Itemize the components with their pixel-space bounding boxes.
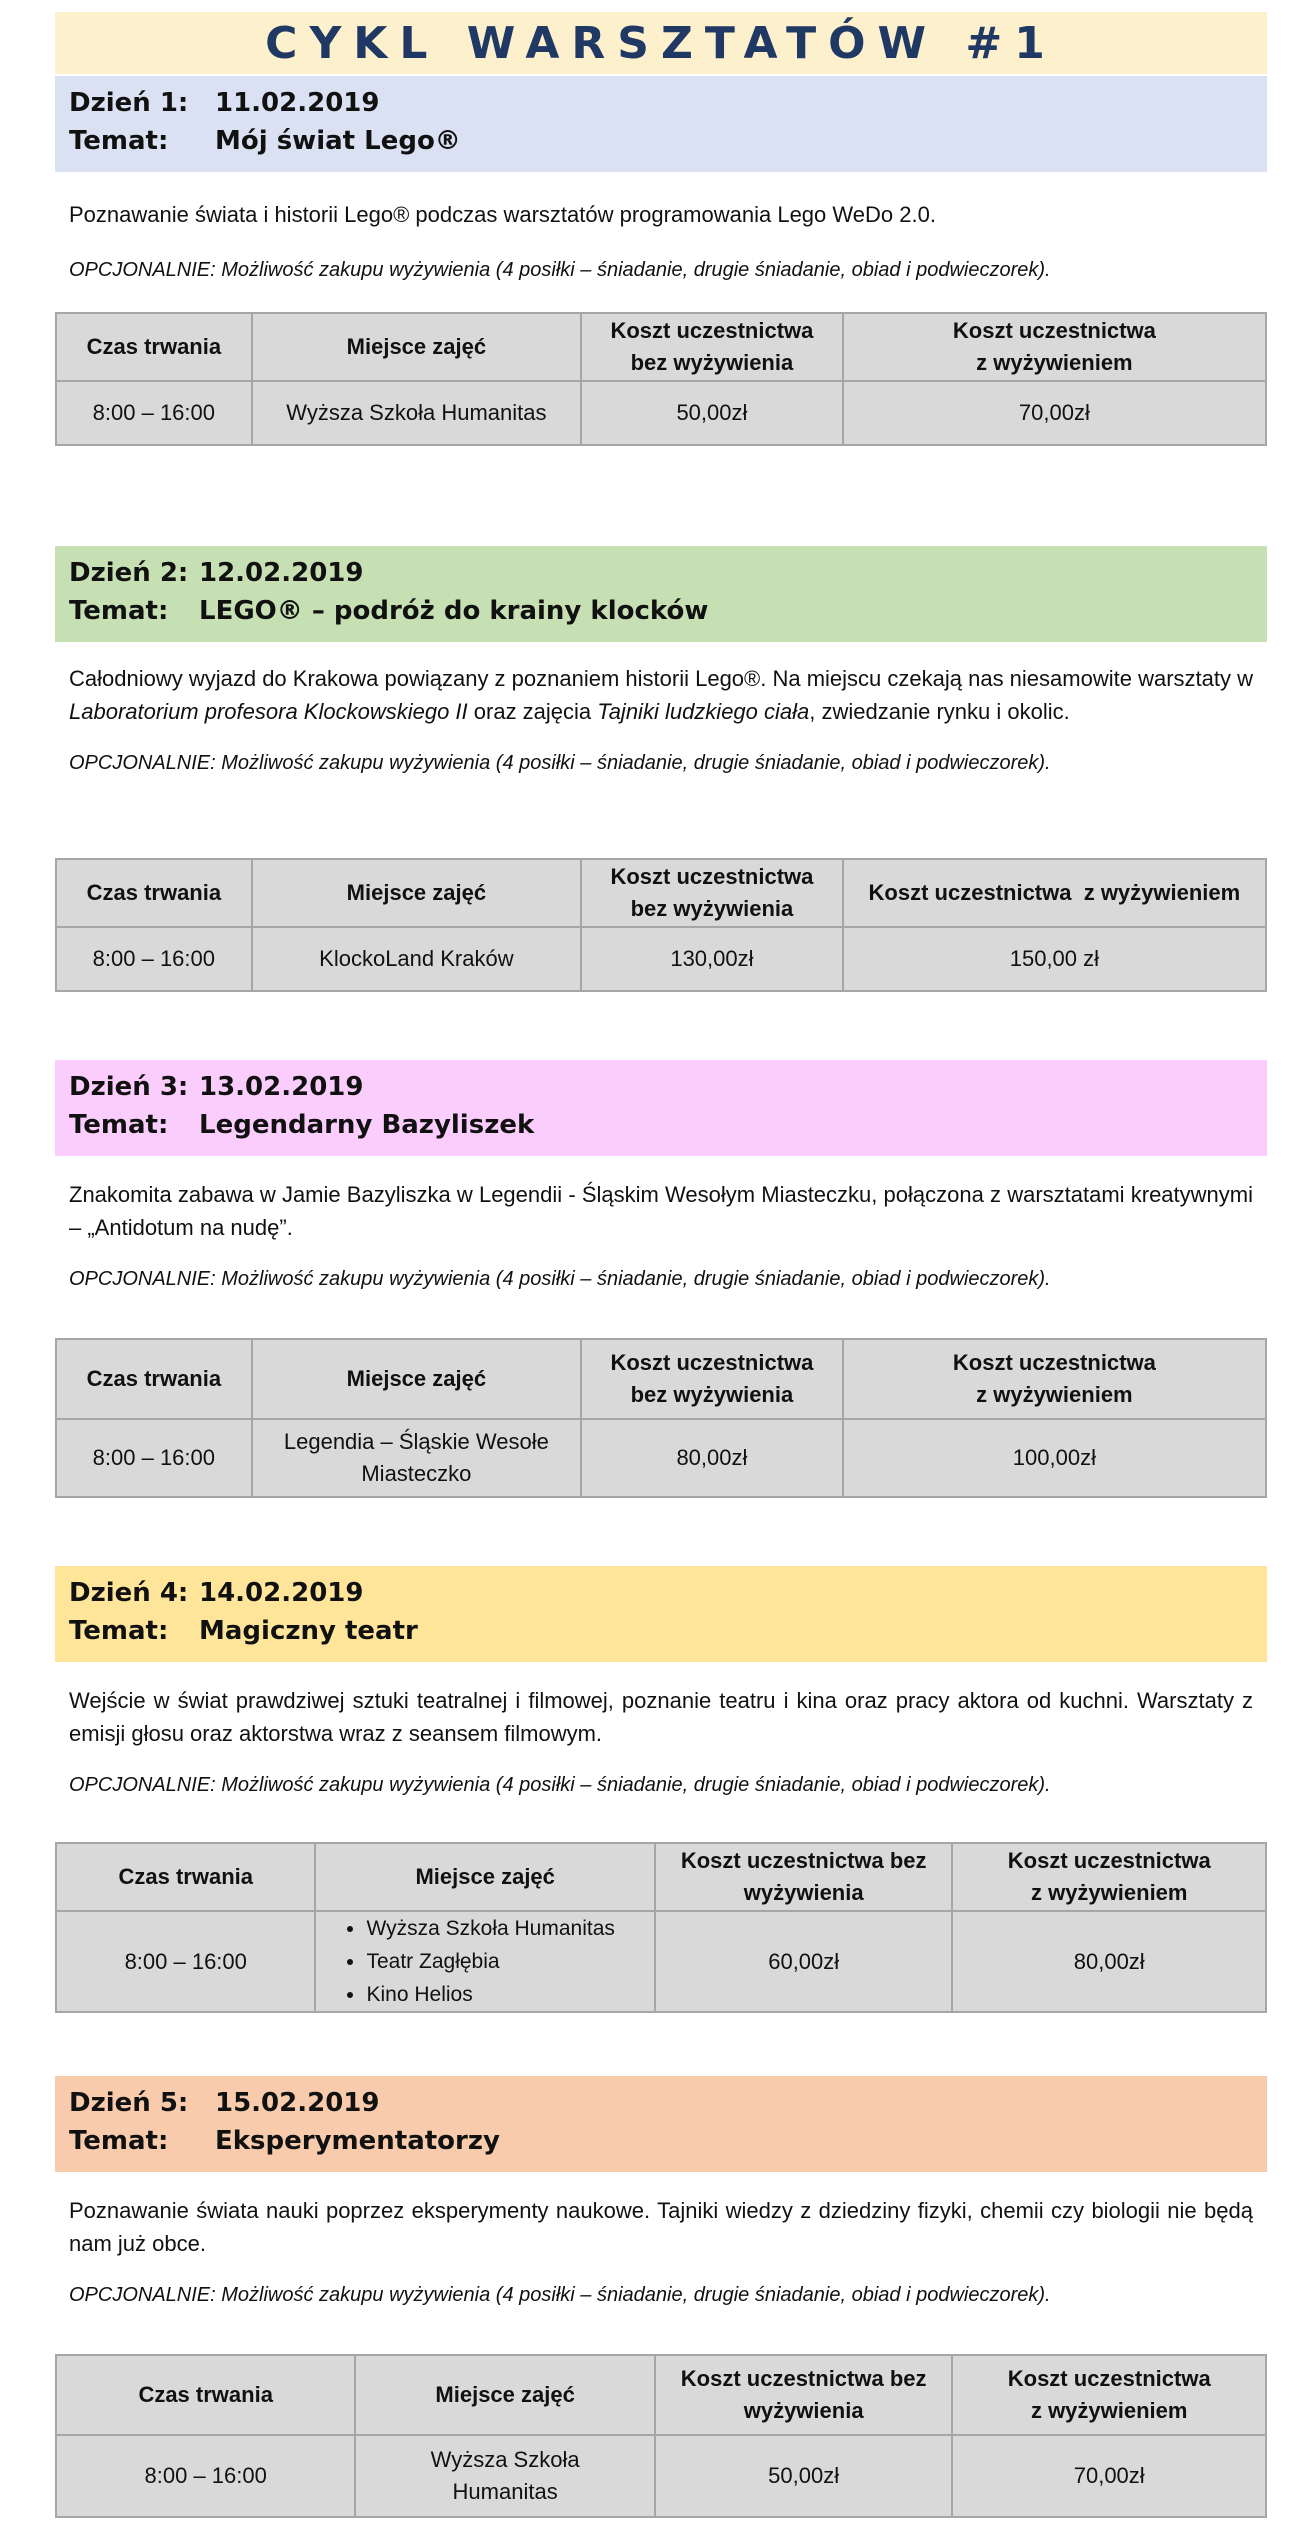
cell-cost-with: 80,00zł [952,1911,1266,2012]
header-cost-without: Koszt uczestnictwa bez wyżywienia [581,859,843,927]
day-1-date: 11.02.2019 [215,88,380,118]
header-place: Miejsce zajęć [252,1339,581,1419]
header-cost-without: Koszt uczestnictwa bez wyżywienia [581,1339,843,1419]
day-4-date: 14.02.2019 [199,1578,364,1608]
day-2-description [69,662,1253,728]
desc-part: , zwiedzanie rynku i okolic. [809,699,1070,724]
list-item: • Wyższa Szkoła Humanitas [366,1912,647,1945]
cell-cost-with: 100,00zł [843,1419,1266,1497]
day-3-section [55,1060,1267,1486]
desc-part: oraz zajęcia [467,699,598,724]
table-row [56,381,1266,445]
day-4-table [55,1842,1267,2013]
day-3-topic-label: Temat: [69,1110,169,1140]
header-cost-without: Koszt uczestnictwa bez wyżywienia [581,313,843,381]
header-duration: Czas trwania [56,313,252,381]
cell-place: Wyższa Szkoła Humanitas [252,381,581,445]
page-title: CYKL WARSZTATÓW #1 [265,17,1057,69]
day-1-label: Dzień 1: [69,88,189,118]
day-4-label: Dzień 4: [69,1578,189,1608]
day-4-topic: Magiczny teatr [199,1616,418,1646]
day-2-topic-label: Temat: [69,596,169,626]
header-cost-with: Koszt uczestnictwa z wyżywieniem [843,1339,1266,1419]
day-1-table [55,312,1267,446]
day-5-table [55,2354,1267,2518]
day-4-description: Wejście w świat prawdziwej sztuki teatralnej i filmowej, poznanie teatru i kina oraz pracy aktora od kuchni. Warsztaty z emisji głosu oraz aktorstwa wraz z seansem filmowym. [69,1688,1253,1746]
header-duration: Czas trwania [56,859,252,927]
day-3-table [55,1338,1267,1498]
header-place: Miejsce zajęć [252,313,581,381]
day-4-header [55,1566,1267,1662]
header-duration: Czas trwania [56,2355,355,2435]
day-5-topic-label: Temat: [69,2126,169,2156]
cell-cost-without: 130,00zł [581,927,843,991]
cell-duration: 8:00 – 16:00 [56,1419,252,1497]
header-cost-without: Koszt uczestnictwa bez wyżywienia [655,1843,953,1911]
table-row [56,927,1266,991]
places-list [322,1912,647,2011]
cell-place: Legendia – Śląskie Wesołe Miasteczko [252,1419,581,1497]
day-1-header [55,76,1267,172]
day-3-header [55,1060,1267,1156]
day-5-optional-note: OPCJONALNIE: Możliwość zakupu wyżywienia (4 posiłki – śniadanie, drugie śniadanie, obiad i podwieczorek). [69,2284,1051,2306]
day-5-header [55,2076,1267,2172]
cell-place-list [315,1911,654,2012]
header-place: Miejsce zajęć [252,859,581,927]
cell-duration: 8:00 – 16:00 [56,2435,355,2517]
cell-duration: 8:00 – 16:00 [56,381,252,445]
header-cost-with: Koszt uczestnictwa z wyżywieniem [843,859,1266,927]
day-2-table [55,858,1267,992]
day-5-section [55,2076,1267,2504]
desc-part-italic: Tajniki ludzkiego ciała [597,699,810,724]
cell-cost-without: 60,00zł [655,1911,953,2012]
day-2-header [55,546,1267,642]
day-5-topic: Eksperymentatorzy [215,2126,500,2156]
day-1-section [55,76,1267,425]
table-row [56,2435,1266,2517]
list-item: • Teatr Zagłębia [366,1945,647,1978]
day-4-topic-label: Temat: [69,1616,169,1646]
day-5-label: Dzień 5: [69,2088,189,2118]
header-cost-with: Koszt uczestnictwa z wyżywieniem [952,2355,1266,2435]
header-cost-with: Koszt uczestnictwa z wyżywieniem [843,313,1266,381]
day-3-label: Dzień 3: [69,1072,189,1102]
day-5-date: 15.02.2019 [215,2088,380,2118]
desc-part-italic: Laboratorium profesora Klockowskiego II [69,699,468,724]
cell-duration: 8:00 – 16:00 [56,927,252,991]
day-2-topic: LEGO® – podróż do krainy klocków [199,596,709,626]
day-1-description: Poznawanie świata i historii Lego® podczas warsztatów programowania Lego WeDo 2.0. [69,202,936,227]
day-1-topic: Mój świat Lego® [215,126,461,156]
day-4-optional-note: OPCJONALNIE: Możliwość zakupu wyżywienia (4 posiłki – śniadanie, drugie śniadanie, obiad i podwieczorek). [69,1774,1051,1796]
day-2-label: Dzień 2: [69,558,189,588]
cell-place: Wyższa Szkoła Humanitas [355,2435,654,2517]
cell-cost-with: 70,00zł [843,381,1266,445]
day-3-description: Znakomita zabawa w Jamie Bazyliszka w Legendii - Śląskim Wesołym Miasteczku, połączona z warsztatami kreatywnymi – „Antidotum na nudę”. [69,1182,1253,1240]
list-item: • Kino Helios [366,1978,647,2011]
day-2-section [55,546,1267,971]
day-3-topic: Legendarny Bazyliszek [199,1110,535,1140]
day-2-date: 12.02.2019 [199,558,364,588]
cell-cost-without: 50,00zł [655,2435,953,2517]
day-3-optional-note: OPCJONALNIE: Możliwość zakupu wyżywienia (4 posiłki – śniadanie, drugie śniadanie, obiad i podwieczorek). [69,1268,1051,1290]
day-5-description: Poznawanie świata nauki poprzez eksperymenty naukowe. Tajniki wiedzy z dziedziny fizyki, chemii czy biologii nie będą nam już obce. [69,2198,1253,2256]
table-row [56,1419,1266,1497]
cell-cost-with: 70,00zł [952,2435,1266,2517]
cell-cost-with: 150,00 zł [843,927,1266,991]
header-cost-without: Koszt uczestnictwa bez wyżywienia [655,2355,953,2435]
cell-cost-without: 80,00zł [581,1419,843,1497]
header-duration: Czas trwania [56,1843,315,1911]
day-4-section [55,1566,1267,2006]
day-2-optional-note: OPCJONALNIE: Możliwość zakupu wyżywienia (4 posiłki – śniadanie, drugie śniadanie, obiad i podwieczorek). [69,752,1051,774]
header-place: Miejsce zajęć [315,1843,654,1911]
header-duration: Czas trwania [56,1339,252,1419]
day-3-date: 13.02.2019 [199,1072,364,1102]
header-place: Miejsce zajęć [355,2355,654,2435]
cell-duration: 8:00 – 16:00 [56,1911,315,2012]
day-1-optional-note: OPCJONALNIE: Możliwość zakupu wyżywienia (4 posiłki – śniadanie, drugie śniadanie, obiad i podwieczorek). [69,259,1051,281]
cell-cost-without: 50,00zł [581,381,843,445]
table-row [56,1911,1266,2012]
header-cost-with: Koszt uczestnictwa z wyżywieniem [952,1843,1266,1911]
desc-part: Całodniowy wyjazd do Krakowa powiązany z poznaniem historii Lego®. Na miejscu czekają nas niesamowite warsztaty w [69,666,1253,691]
cell-place: KlockoLand Kraków [252,927,581,991]
title-bar [55,12,1267,74]
day-1-topic-label: Temat: [69,126,169,156]
